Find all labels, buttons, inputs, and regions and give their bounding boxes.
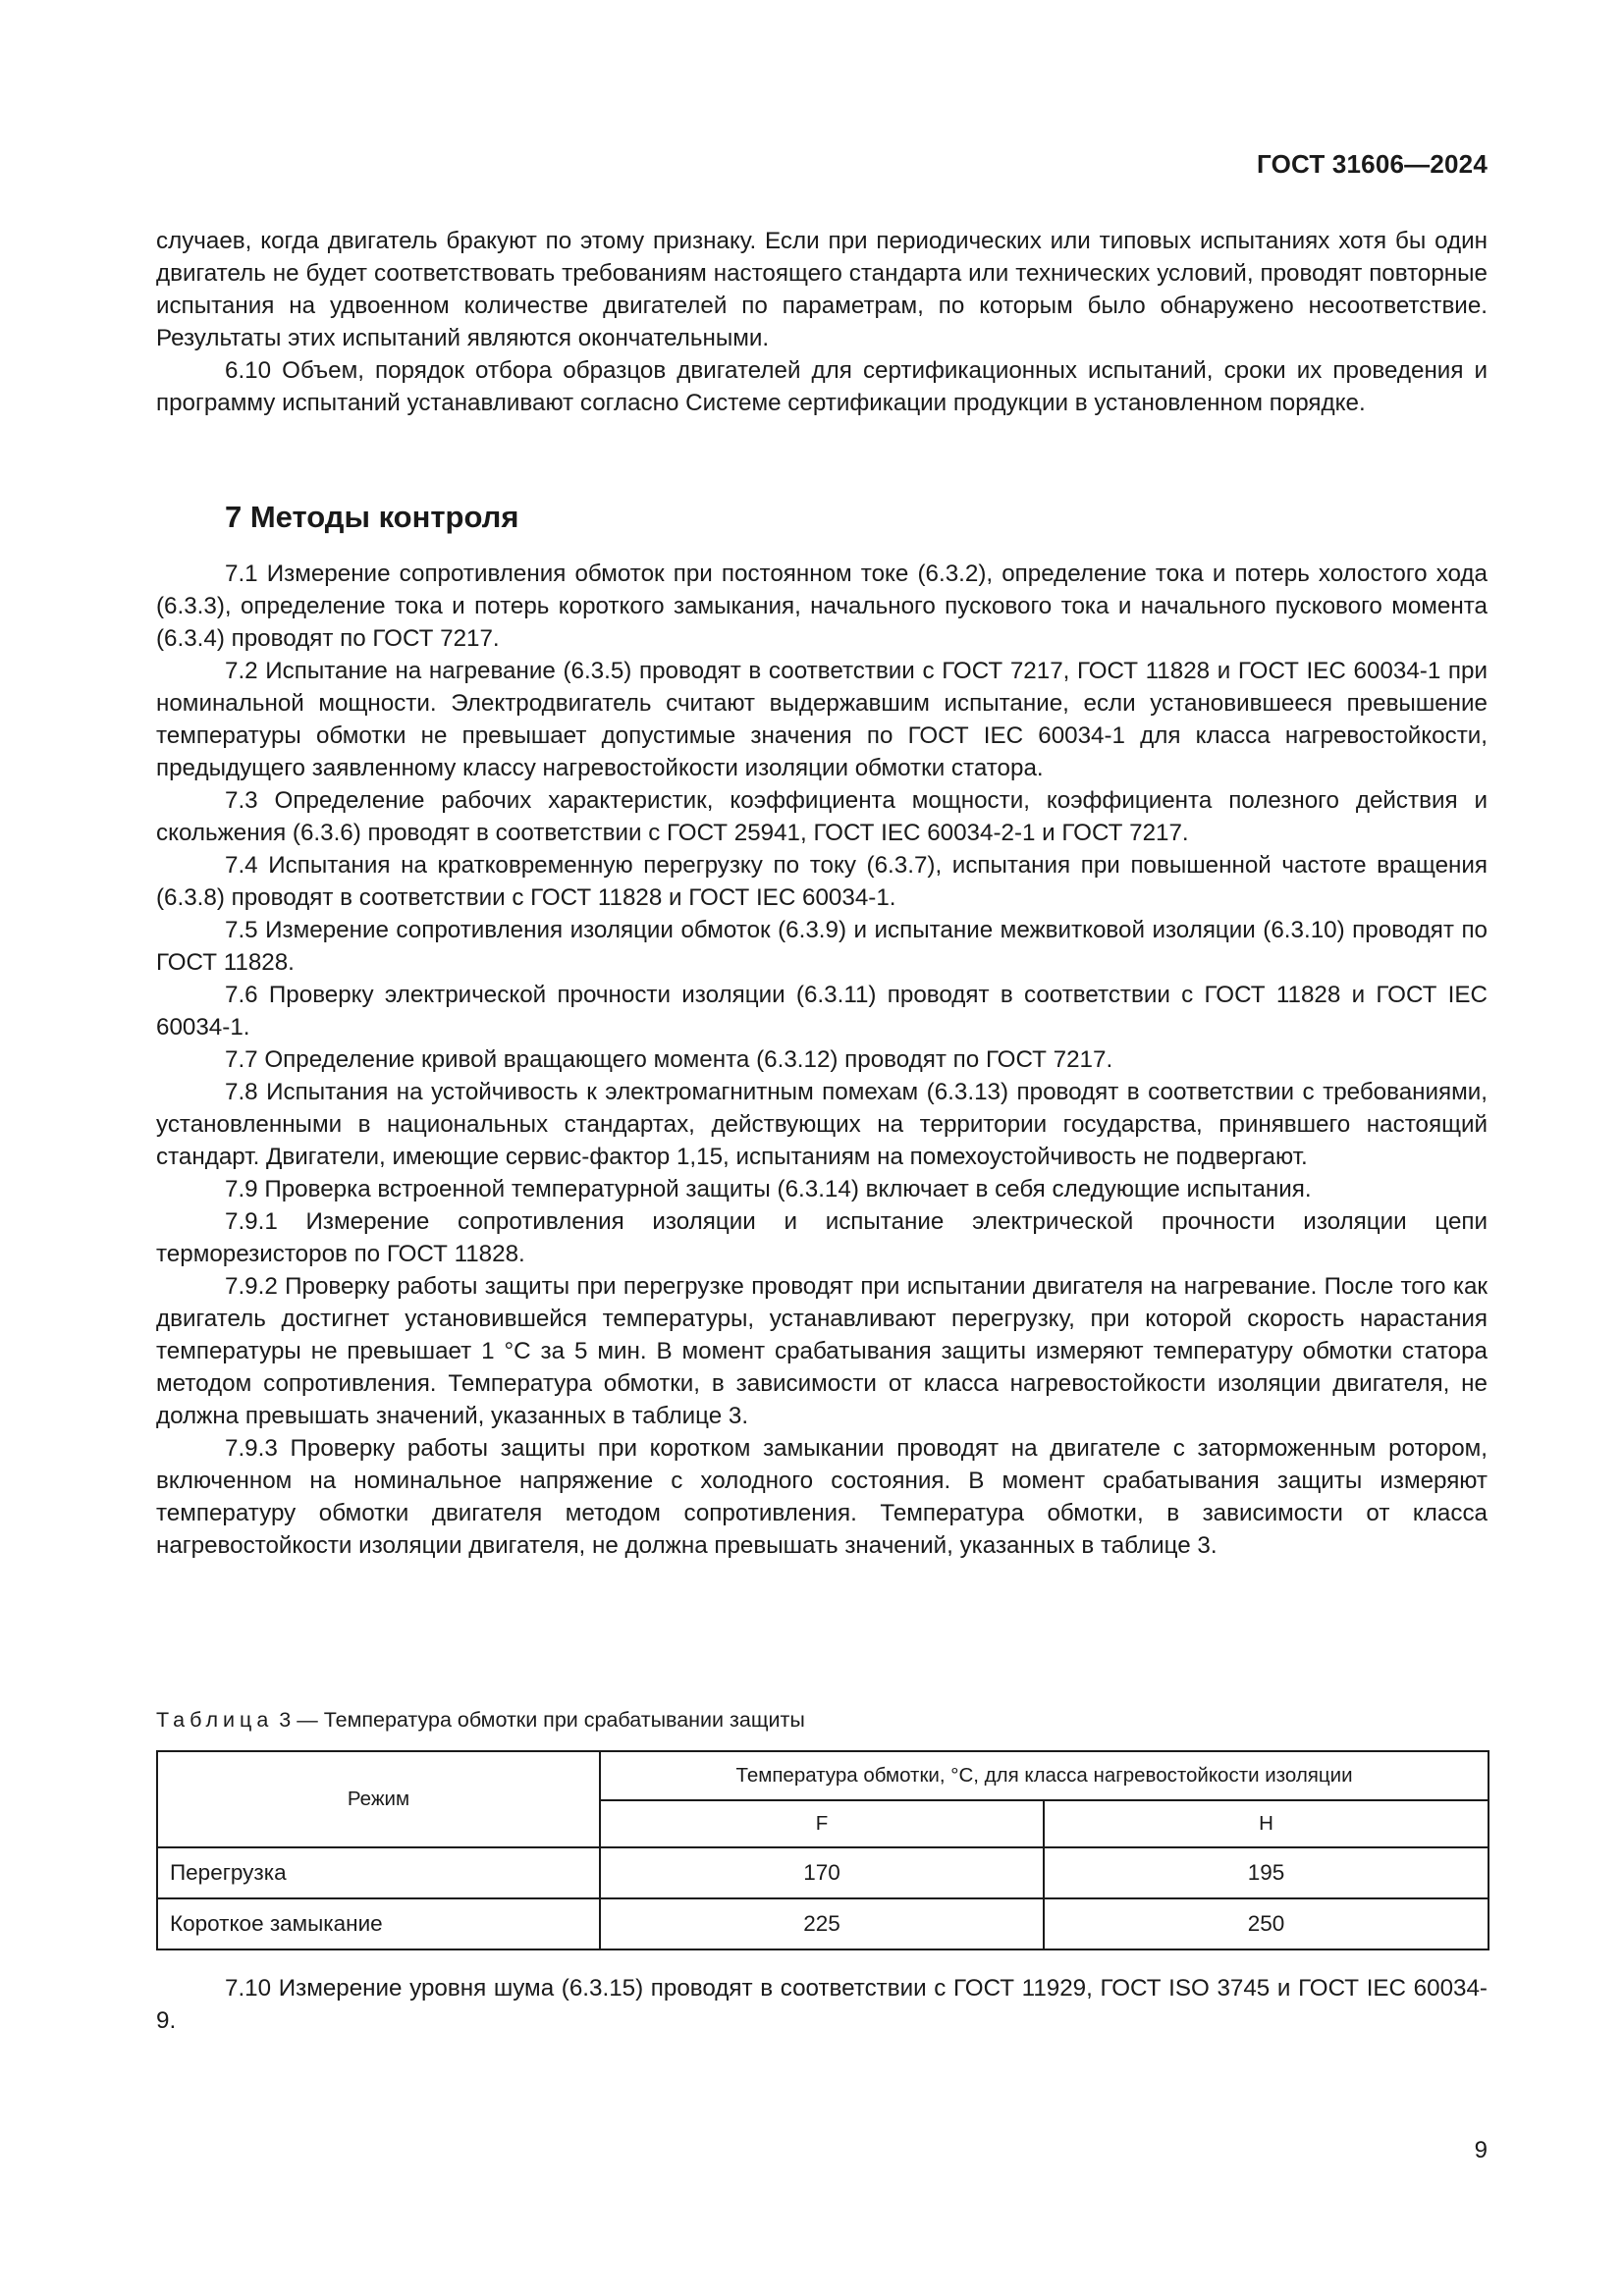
table-cell-h: 250 bbox=[1044, 1898, 1489, 1949]
table-caption-title: 3 — Температура обмотки при срабатывании защиты bbox=[273, 1708, 805, 1732]
paragraph-7-10: 7.10 Измерение уровня шума (6.3.15) проводят в соответствии с ГОСТ 11929, ГОСТ ISO 3745 и ГОСТ IEC 60034-9. bbox=[156, 1975, 1488, 2034]
table-cell-f: 170 bbox=[600, 1847, 1044, 1898]
table-cell-h: 195 bbox=[1044, 1847, 1489, 1898]
final-text-block bbox=[156, 1972, 1488, 2037]
table-row bbox=[157, 1898, 1489, 1949]
paragraph-7-6: 7.6 Проверку электрической прочности изоляции (6.3.11) проводят в соответствии с ГОСТ 11828 и ГОСТ IEC 60034-1. bbox=[156, 982, 1488, 1041]
table-header-mode: Режим bbox=[157, 1751, 600, 1847]
paragraph-7-8: 7.8 Испытания на устойчивость к электромагнитным помехам (6.3.13) проводят в соответствии с требованиями, установленными в национальных стандартах, действующих на территории государства, принявшего настоящий стандарт. Двигатели, имеющие сервис-фактор 1,15, испытаниям на помехоустойчивость не подвергают. bbox=[156, 1079, 1488, 1170]
table-header-class-h: H bbox=[1044, 1800, 1489, 1847]
paragraph-7-5: 7.5 Измерение сопротивления изоляции обмоток (6.3.9) и испытание межвитковой изоляции (6.3.10) проводят по ГОСТ 11828. bbox=[156, 917, 1488, 976]
paragraph-7-3: 7.3 Определение рабочих характеристик, коэффициента мощности, коэффициента полезного действия и скольжения (6.3.6) проводят в соответствии с ГОСТ 25941, ГОСТ IEC 60034-2-1 и ГОСТ 7217. bbox=[156, 787, 1488, 846]
page-number: 9 bbox=[1474, 2137, 1488, 2163]
table-header-class-f: F bbox=[600, 1800, 1044, 1847]
table-caption bbox=[156, 1708, 805, 1733]
paragraph-7-9-2: 7.9.2 Проверку работы защиты при перегрузке проводят при испытании двигателя на нагревание. После того как двигатель достигнет установившейся температуры, устанавливают перегрузку, при которой скорость нарастания температуры не превышает 1 °С за 5 мин. В момент срабатывания защиты измеряют температуру обмотки статора методом сопротивления. Температура обмотки, в зависимости от класса нагревостойкости изоляции двигателя, не должна превышать значений, указанных в таблице 3. bbox=[156, 1273, 1488, 1429]
table-row bbox=[157, 1847, 1489, 1898]
table-caption-label: Таблица bbox=[156, 1708, 274, 1732]
document-code-header: ГОСТ 31606—2024 bbox=[1257, 149, 1488, 179]
continuation-text-block bbox=[156, 225, 1488, 419]
table-cell-mode: Перегрузка bbox=[157, 1847, 600, 1898]
paragraph-7-2: 7.2 Испытание на нагревание (6.3.5) проводят в соответствии с ГОСТ 7217, ГОСТ 11828 и ГОСТ IEC 60034-1 при номинальной мощности. Электродвигатель считают выдержавшим испытание, если установившееся превышение температуры обмотки не превышает допустимые значения по ГОСТ IEC 60034-1 для класса нагревостойкости, предыдущего заявленному классу нагревостойкости изоляции обмотки статора. bbox=[156, 658, 1488, 781]
section-heading: 7 Методы контроля bbox=[225, 500, 519, 534]
paragraph-7-9-3: 7.9.3 Проверку работы защиты при коротком замыкании проводят на двигателе с заторможенным ротором, включенном на номинальное напряжение с холодного состояния. В момент срабатывания защиты измеряют температуру обмотки двигателя методом сопротивления. Температура обмотки, в зависимости от класса нагревостойкости изоляции двигателя, не должна превышать значений, указанных в таблице 3. bbox=[156, 1435, 1488, 1559]
table-cell-mode: Короткое замыкание bbox=[157, 1898, 600, 1949]
paragraph-7-9: 7.9 Проверка встроенной температурной защиты (6.3.14) включает в себя следующие испытания. bbox=[225, 1176, 1312, 1202]
paragraph-6-10: 6.10 Объем, порядок отбора образцов двигателей для сертификационных испытаний, сроки их проведения и программу испытаний устанавливают согласно Системе сертификации продукции в установленном порядке. bbox=[156, 357, 1488, 416]
paragraph-7-7: 7.7 Определение кривой вращающего момента (6.3.12) проводят по ГОСТ 7217. bbox=[225, 1046, 1113, 1073]
paragraph-continuation: случаев, когда двигатель бракуют по этому признаку. Если при периодических или типовых испытаниях хотя бы один двигатель не будет соответствовать требованиям настоящего стандарта или технических условий, проводят повторные испытания на удвоенном количестве двигателей по параметрам, по которым было обнаружено несоответствие. Результаты этих испытаний являются окончательными. bbox=[156, 228, 1488, 351]
table-cell-f: 225 bbox=[600, 1898, 1044, 1949]
table-header-group: Температура обмотки, °С, для класса нагревостойкости изоляции bbox=[600, 1751, 1489, 1800]
paragraph-7-1: 7.1 Измерение сопротивления обмоток при постоянном токе (6.3.2), определение тока и потерь холостого хода (6.3.3), определение тока и потерь короткого замыкания, начального пускового тока и начального пускового момента (6.3.4) проводят по ГОСТ 7217. bbox=[156, 561, 1488, 652]
temperature-table bbox=[156, 1750, 1489, 1950]
section-text-block bbox=[156, 558, 1488, 1562]
paragraph-7-4: 7.4 Испытания на кратковременную перегрузку по току (6.3.7), испытания при повышенной частоте вращения (6.3.8) проводят в соответствии с ГОСТ 11828 и ГОСТ IEC 60034-1. bbox=[156, 852, 1488, 911]
paragraph-7-9-1: 7.9.1 Измерение сопротивления изоляции и испытание электрической прочности изоляции цепи терморезисторов по ГОСТ 11828. bbox=[156, 1208, 1488, 1267]
